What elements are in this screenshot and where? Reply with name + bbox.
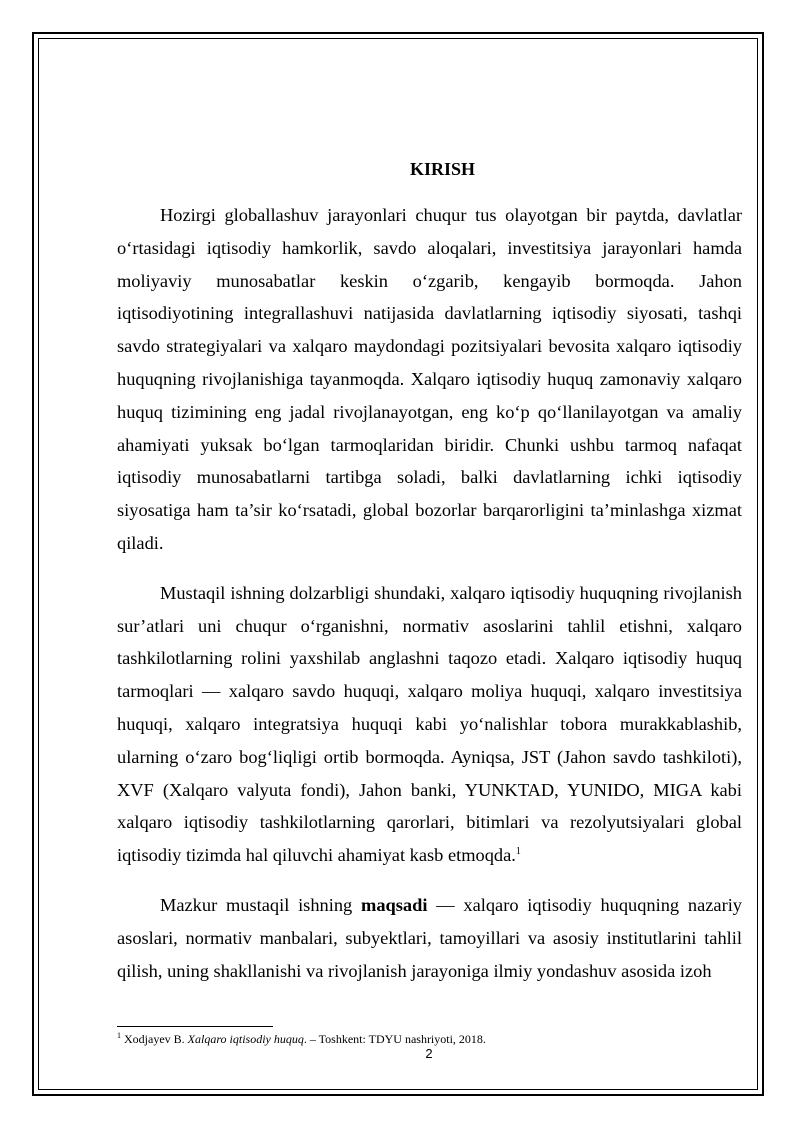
paragraph-2 xyxy=(117,577,742,872)
page-number: 2 xyxy=(425,1046,433,1061)
paragraph-3-text-start: Mazkur mustaqil ishning xyxy=(160,894,362,915)
footnote-publication: . – Toshkent: TDYU nashriyoti, 2018. xyxy=(303,1032,486,1046)
footnote-book-title: Xalqaro iqtisodiy huquq xyxy=(187,1032,304,1046)
footnote-reference[interactable]: 1 xyxy=(515,846,521,858)
page-content xyxy=(117,153,742,987)
footnote-author: Xodjayev B. xyxy=(121,1032,188,1046)
paragraph-3 xyxy=(117,889,742,987)
paragraph-1-text: Hozirgi globallashuv jarayonlari chuqur tus olayotgan bir paytda, davlatlar o‘rtasidagi iqtisodiy hamkorlik, savdo aloqalari, investitsiya jarayonlari hamda moliyaviy munosabatlar keskin o‘zgarib, kengayib bormoqda. Jahon iqtisodiyotining integrallashuvi natijasida davlatlarning iqtisodiy siyosati, tashqi savdo strategiyalari va xalqaro maydondagi pozitsiyalari bevosita xalqaro iqtisodiy huquqning rivojlanishiga tayanmoqda. Xalqaro iqtisodiy huquq zamonaviy xalqaro huquq tizimining eng jadal rivojlanayotgan, eng ko‘p qo‘llanilayotgan va amaliy ahamiyati yuksak bo‘lgan tarmoqlaridan biridir. Chunki ushbu tarmoq nafaqat iqtisodiy munosabatlarni tartibga soladi, balki davlatlarning ichki iqtisodiy siyosatiga ham ta’sir ko‘rsatadi, global bozorlar barqarorligini ta’minlashga xizmat qiladi. xyxy=(117,205,742,553)
footnote-number: 1 xyxy=(117,1031,121,1040)
footnote xyxy=(117,1031,742,1047)
paragraph-3-text-rest: — xalqaro iqtisodiy huquqning nazariy asoslari, normativ manbalari, subyektlari, tamoyillari va asosiy institutlarini tahlil qilish, uning shakllanishi va rivojlanish jarayoniga ilmiy yondashuv asosida izoh xyxy=(117,894,742,981)
page-title: KIRISH xyxy=(409,159,476,179)
footnote-separator xyxy=(117,1026,273,1027)
paragraph-2-text: Mustaqil ishning dolzarbligi shundaki, xalqaro iqtisodiy huquqning rivojlanish sur’atlari uni chuqur o‘rganishni, normativ asoslarini tahlil etishni, xalqaro tashkilotlarning rolini yaxshilab anglashni taqozo etadi. Xalqaro iqtisodiy huquq tarmoqlari — xalqaro savdo huquqi, xalqaro moliya huquqi, xalqaro investitsiya huquqi, xalqaro integratsiya huquqi kabi yo‘nalishlar tobora murakkablashib, ularning o‘zaro bog‘liqligi ortib bormoqda. Ayniqsa, JST (Jahon savdo tashkiloti), XVF (Xalqaro valyuta fondi), Jahon banki, YUNKTAD, YUNIDO, MIGA kabi xalqaro iqtisodiy tashkilotlarning qarorlari, bitimlari va rezolyutsiyalari global iqtisodiy tizimda hal qiluvchi ahamiyat kasb etmoqda. xyxy=(117,582,742,866)
paragraph-3-bold-term: maqsadi xyxy=(361,894,428,915)
paragraph-1 xyxy=(117,199,742,560)
